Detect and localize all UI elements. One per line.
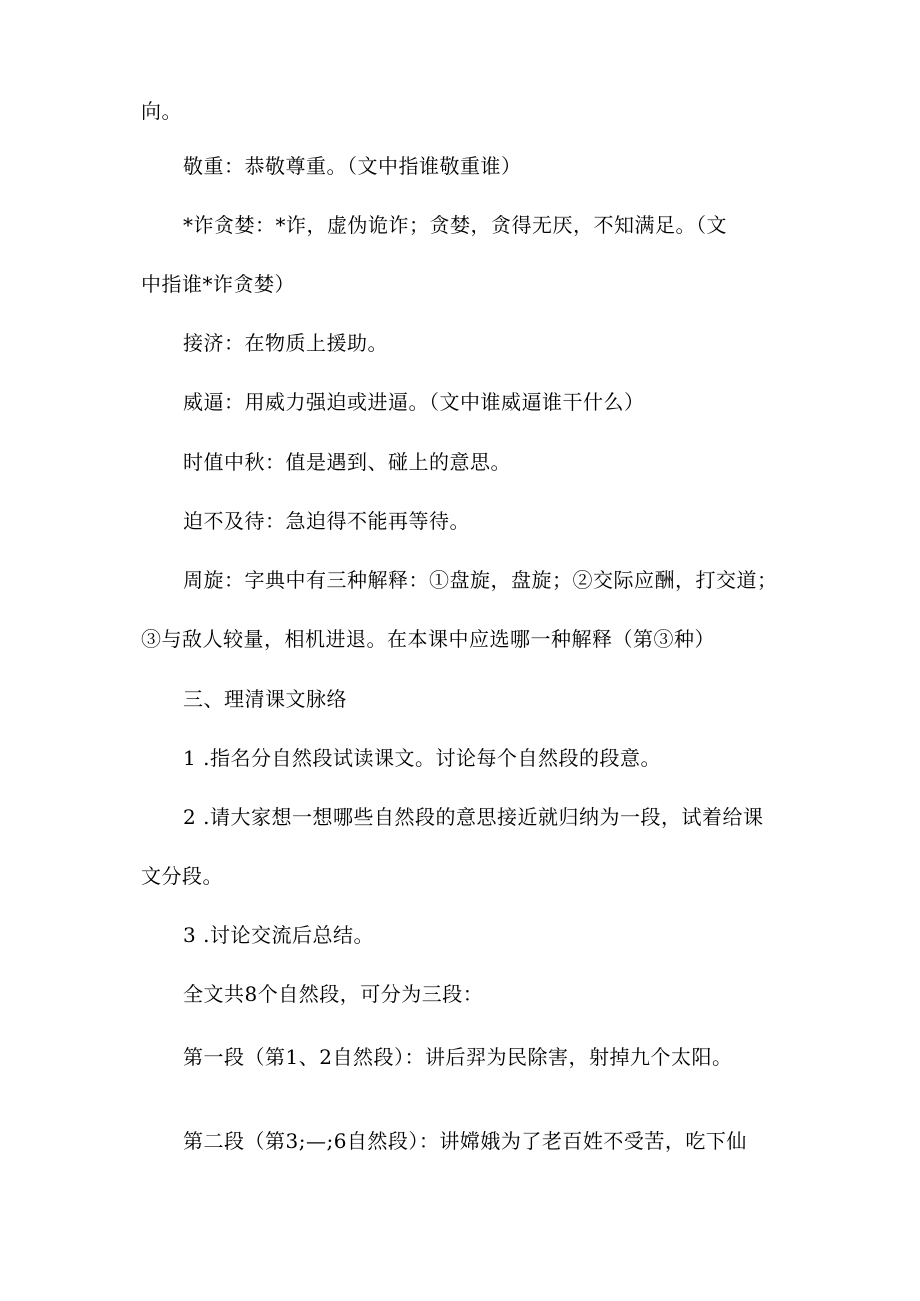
text-line: 文分段。 xyxy=(141,864,223,888)
text-line: *诈贪婪：*诈，虚伪诡诈；贪婪，贪得无厌，不知满足。（文 xyxy=(183,213,727,237)
text-line: 向。 xyxy=(141,99,182,123)
text-line: 第二段（第3;—;6自然段）：讲嫦娥为了老百姓不受苦，吃下仙 xyxy=(183,1129,747,1153)
text-line: ③与敌人较量，相机进退。在本课中应选哪一种解释（第③种） xyxy=(141,627,715,651)
text-line: 全文共8个自然段，可分为三段： xyxy=(183,982,484,1006)
text-line: 2 .请大家想一想哪些自然段的意思接近就归纳为一段，试着给课 xyxy=(183,805,764,829)
text-line: 威逼：用威力强迫或进逼。（文中谁威逼谁干什么） xyxy=(183,390,645,414)
text-line: 3 .讨论交流后总结。 xyxy=(183,923,374,947)
text-line: 第一段（第1、2自然段）：讲后羿为民除害，射掉九个太阳。 xyxy=(183,1045,733,1069)
section-heading: 三、理清课文脉络 xyxy=(183,687,347,711)
text-line: 时值中秋：值是遇到、碰上的意思。 xyxy=(183,450,511,474)
text-line: 敬重：恭敬尊重。（文中指谁敬重谁） xyxy=(183,154,522,178)
text-line: 中指谁*诈贪婪） xyxy=(141,272,295,296)
text-line: 1 .指名分自然段试读课文。讨论每个自然段的段意。 xyxy=(183,746,661,770)
text-line: 迫不及待：急迫得不能再等待。 xyxy=(183,509,470,533)
text-line: 周旋：字典中有三种解释：①盘旋，盘旋；②交际应酬，打交道； xyxy=(183,568,778,592)
text-line: 接济：在物质上援助。 xyxy=(183,331,388,355)
